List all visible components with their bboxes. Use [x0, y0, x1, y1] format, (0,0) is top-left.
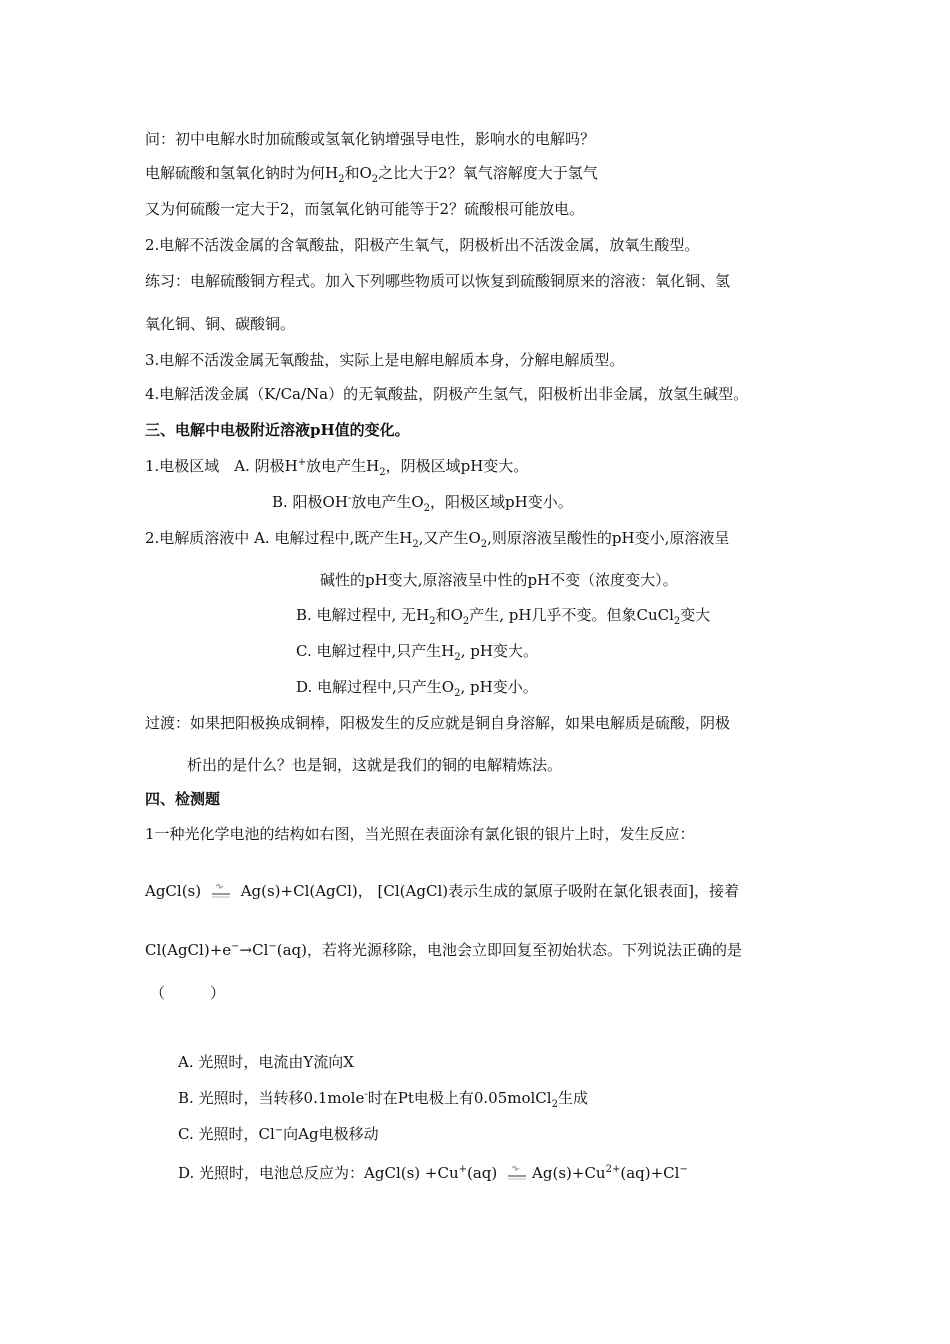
equation-line: AgCl(s) Ag(s)+Cl(AgCl)， [Cl(AgCl)表示生成的氯原子吸附在氯化银表面]，接着	[145, 882, 739, 900]
text-line: 2.电解质溶液中 A. 电解过程中,既产生$H_2$,又产生$O_2$,则原溶液呈酸性的pH变小,原溶液呈	[145, 529, 730, 550]
text-line: C. 电解过程中,只产生$H_2$, pH变大。	[296, 642, 538, 663]
text-line: 2.电解不活泼金属的含氧酸盐，阳极产生氧气，阴极析出不活泼金属，放氧生酸型。	[145, 236, 700, 254]
section-heading: 四、检测题	[145, 790, 221, 808]
text-line: 又为何硫酸一定大于2，而氢氧化钠可能等于2？硫酸根可能放电。	[145, 200, 585, 218]
option-d: D. 光照时，电池总反应为：AgCl(s) +Cu+(aq) $Ag(s)+Cu^{2+}(aq)+Cl^-$	[178, 1164, 688, 1182]
option-b: B. 光照时，当转移0.1mole-时在Pt电极上有0.05molCl$_2$生成	[178, 1089, 588, 1110]
option-c: C. 光照时，Cl−向Ag电极移动	[178, 1125, 379, 1143]
equation-line: Cl(AgCl)+e−→Cl−(aq)，若将光源移除，电池会立即回复至初始状态。下列说法正确的是	[145, 941, 743, 959]
text-line: 4.电解活泼金属（K/Ca/Na）的无氧酸盐，阴极产生氢气，阳极析出非金属，放氢生碱型。	[145, 385, 749, 403]
section-heading: 三、电解中电极附近溶液pH值的变化。	[145, 421, 410, 439]
answer-blank: （ ）	[150, 984, 226, 1002]
option-a: A. 光照时，电流由Y流向X	[178, 1053, 354, 1071]
text-line: B. 电解过程中, 无$H_2$和$O_2$产生, pH几乎不变。但象CuCl$_2$变大	[296, 606, 711, 627]
light-arrow-icon	[210, 884, 232, 900]
text-line: D. 电解过程中,只产生$O_2$, pH变小。	[296, 678, 538, 699]
text-line: 碱性的pH变大,原溶液呈中性的pH不变（浓度变大）。	[320, 571, 678, 589]
text-line: 析出的是什么？也是铜，这就是我们的铜的电解精炼法。	[187, 756, 563, 774]
text-line: 3.电解不活泼金属无氧酸盐，实际上是电解电解质本身，分解电解质型。	[145, 351, 625, 369]
text-line: 电解硫酸和氢氧化钠时为何$H_2$和$O_2$之比大于2？氧气溶解度大于氢气	[145, 164, 598, 185]
light-arrow-icon	[506, 1166, 528, 1182]
text-line: 练习：电解硫酸铜方程式。加入下列哪些物质可以恢复到硫酸铜原来的溶液：氧化铜、氢	[145, 272, 731, 290]
text-line: 氧化铜、铜、碳酸铜。	[145, 315, 296, 333]
text-line: 1.电极区域 A. 阴极H+放电产生$H_2$，阴极区域pH变大。	[145, 457, 529, 478]
text-line: 过渡：如果把阳极换成铜棒，阳极发生的反应就是铜自身溶解，如果电解质是硫酸，阴极	[145, 714, 731, 732]
text-line: 问：初中电解水时加硫酸或氢氧化钠增强导电性，影响水的电解吗？	[145, 130, 596, 148]
text-line: B. 阳极OH-放电产生$O_2$，阳极区域pH变小。	[272, 493, 573, 514]
question-text: 1一种光化学电池的结构如右图，当光照在表面涂有氯化银的银片上时，发生反应：	[145, 825, 695, 843]
